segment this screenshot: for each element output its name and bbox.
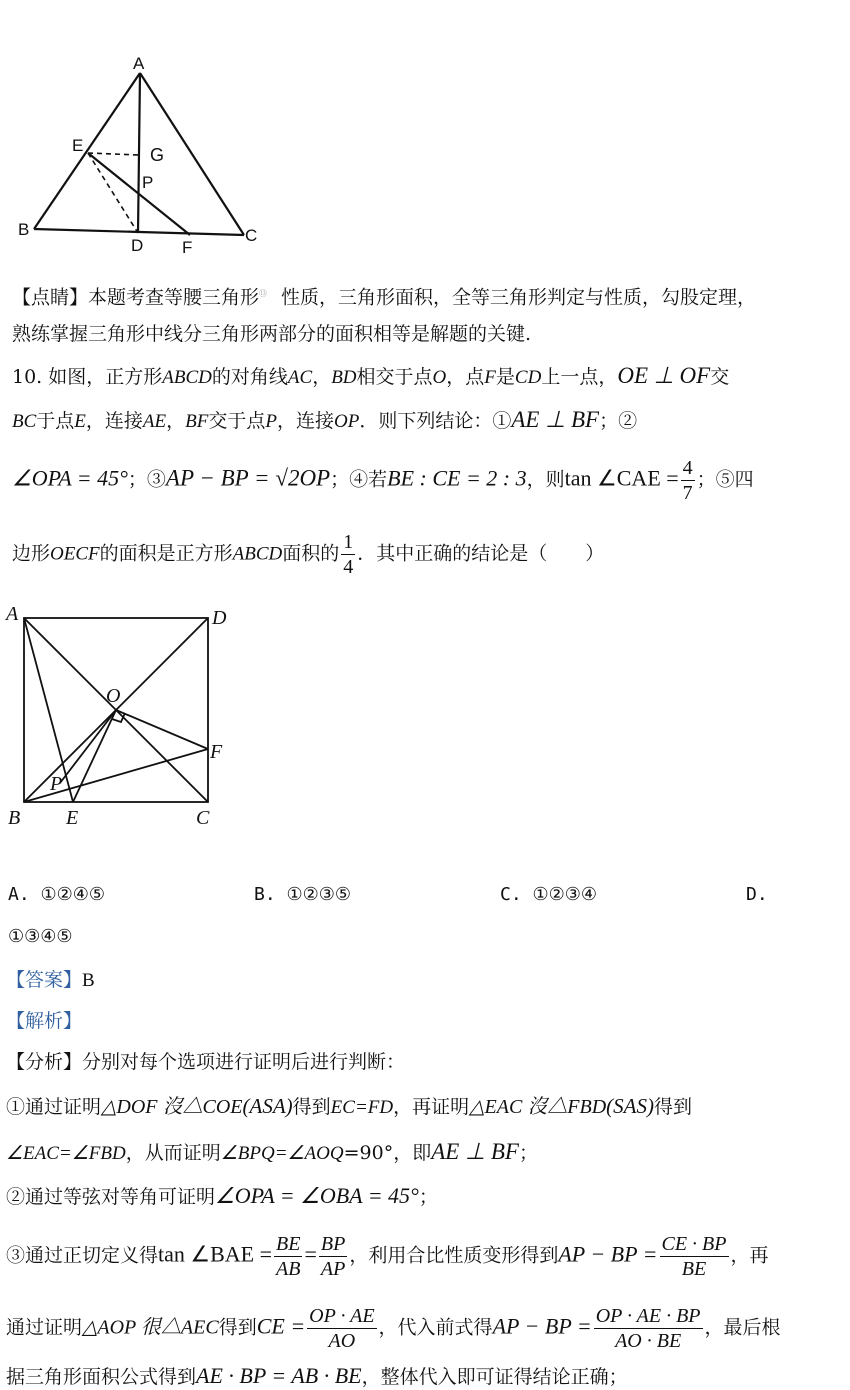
footnote-mark: ⑬ — [259, 289, 268, 298]
option-a[interactable]: A. ①②④⑤ — [8, 884, 106, 905]
jiexi-bracket: 【解析】 — [6, 1010, 83, 1032]
figure-triangle — [0, 45, 280, 260]
fraction-bp-ap: $\frac{BP}{AP}$ — [320, 1233, 346, 1280]
answer-line — [6, 968, 95, 993]
label-e: E — [66, 807, 79, 829]
fraction-opae-ao: $\frac{OP \cdot AE}{AO}$ — [309, 1305, 375, 1352]
label-g: G — [150, 145, 165, 165]
label-p: P — [50, 773, 63, 795]
fraction-4-7: $\frac{4}{7}$ — [682, 457, 693, 504]
question-line-4: 边形OECF的面积是正方形ABCD面积的 $\frac{1}{4}$ ．其中正确的结论是（ ） — [12, 531, 605, 578]
label-b: B — [8, 807, 21, 829]
label-d: D — [131, 236, 144, 255]
dash-eg — [88, 153, 139, 155]
segment-ad — [138, 73, 140, 233]
question-line-2: BC于点E，连接AE，BF交于点P，连接OP．则下列结论：①AE ⊥ BF；② — [12, 407, 638, 432]
analysis-step-3c: 据三角形面积公式得到AE · BP = AB · BE，整体代入即可证得结论正确； — [6, 1363, 628, 1388]
analysis-step-3: ③通过正切定义得tan ∠BAE = $\frac{BE}{AB}$ = $\frac{BP}{AP}$ ，利用合比性质变形得到AP − BP = $\frac{CE \cdot BP}{BE}$ ，再 — [6, 1233, 769, 1280]
figure-square — [0, 598, 240, 833]
analysis-step-3b: 通过证明△AOP 很△AEC得到CE = $\frac{OP \cdot AE}{AO}$ ，代入前式得AP − BP = $\frac{OP \cdot AE \cdot BP}{AO \cdot BE}$ ，最后根 — [6, 1305, 781, 1352]
option-b[interactable]: B. ①②③⑤ — [254, 884, 352, 905]
edge-ab — [34, 73, 140, 229]
question-line-3: ∠OPA = 45°；③AP − BP = √2OP；④若BE : CE = 2 : 3，则tan ∠CAE = $\frac{4}{7}$ ；⑤四 — [12, 457, 754, 504]
label-b: B — [18, 220, 30, 239]
label-d: D — [212, 607, 227, 629]
label-c: C — [245, 226, 258, 245]
dianjing-bracket: 【点睛】 — [12, 286, 89, 309]
dianjing-text-1b: 性质，三角形面积，全等三角形判定与性质，勾股定理， — [281, 286, 757, 309]
answer-bracket: 【答案】 — [6, 969, 83, 991]
option-c[interactable]: C. ①②③④ — [500, 884, 598, 905]
label-p: P — [142, 173, 154, 192]
label-o: O — [106, 685, 121, 707]
analysis-step-1b: ∠EAC=∠FBD，从而证明∠BPQ=∠AOQ=90°，即AE ⊥ BF； — [6, 1139, 538, 1164]
analysis-step-2: ②通过等弦对等角可证明∠OPA = ∠OBA = 45°； — [6, 1183, 438, 1208]
fraction-1-4: $\frac{1}{4}$ — [343, 531, 354, 578]
fraction-cebp-be: $\frac{CE \cdot BP}{BE}$ — [661, 1233, 727, 1280]
analysis-step-1: ①通过证明△DOF 沒△COE(ASA)得到EC=FD，再证明△EAC 沒△FBD(SAS)得到 — [6, 1094, 692, 1118]
label-f: F — [210, 741, 223, 763]
question-line-1: 10. 如图，正方形ABCD的对角线AC，BD相交于点O，点F是CD上一点，OE ⊥ OF交 — [12, 363, 730, 388]
fraction-opaebp-aobe: $\frac{OP \cdot AE \cdot BP}{AO \cdot BE}$ — [595, 1305, 701, 1352]
question-number: 10. — [12, 366, 43, 388]
option-d-continued: ①③④⑤ — [8, 926, 73, 947]
dianjing-text-2: 熟练掌握三角形中线分三角形两部分的面积相等是解题的关键. — [12, 323, 532, 345]
option-d[interactable]: D. — [746, 884, 768, 905]
answer-value: B — [82, 970, 95, 991]
fraction-be-ab: $\frac{BE}{AB}$ — [276, 1233, 301, 1280]
segment-oe — [73, 710, 116, 802]
label-c: C — [196, 807, 210, 829]
segment-op — [60, 710, 116, 783]
label-a: A — [133, 54, 145, 73]
analysis-intro: 【分析】分别对每个选项进行证明后进行判断： — [6, 1051, 406, 1073]
segment-of — [116, 710, 208, 749]
dash-ed — [88, 153, 138, 233]
dianjing-line-1 — [12, 282, 756, 309]
label-f: F — [182, 238, 193, 257]
label-a: A — [6, 603, 19, 625]
dianjing-text-1a: 本题考查等腰三角形 — [88, 286, 260, 309]
label-e: E — [72, 136, 84, 155]
dianjing-line-2 — [12, 322, 531, 346]
